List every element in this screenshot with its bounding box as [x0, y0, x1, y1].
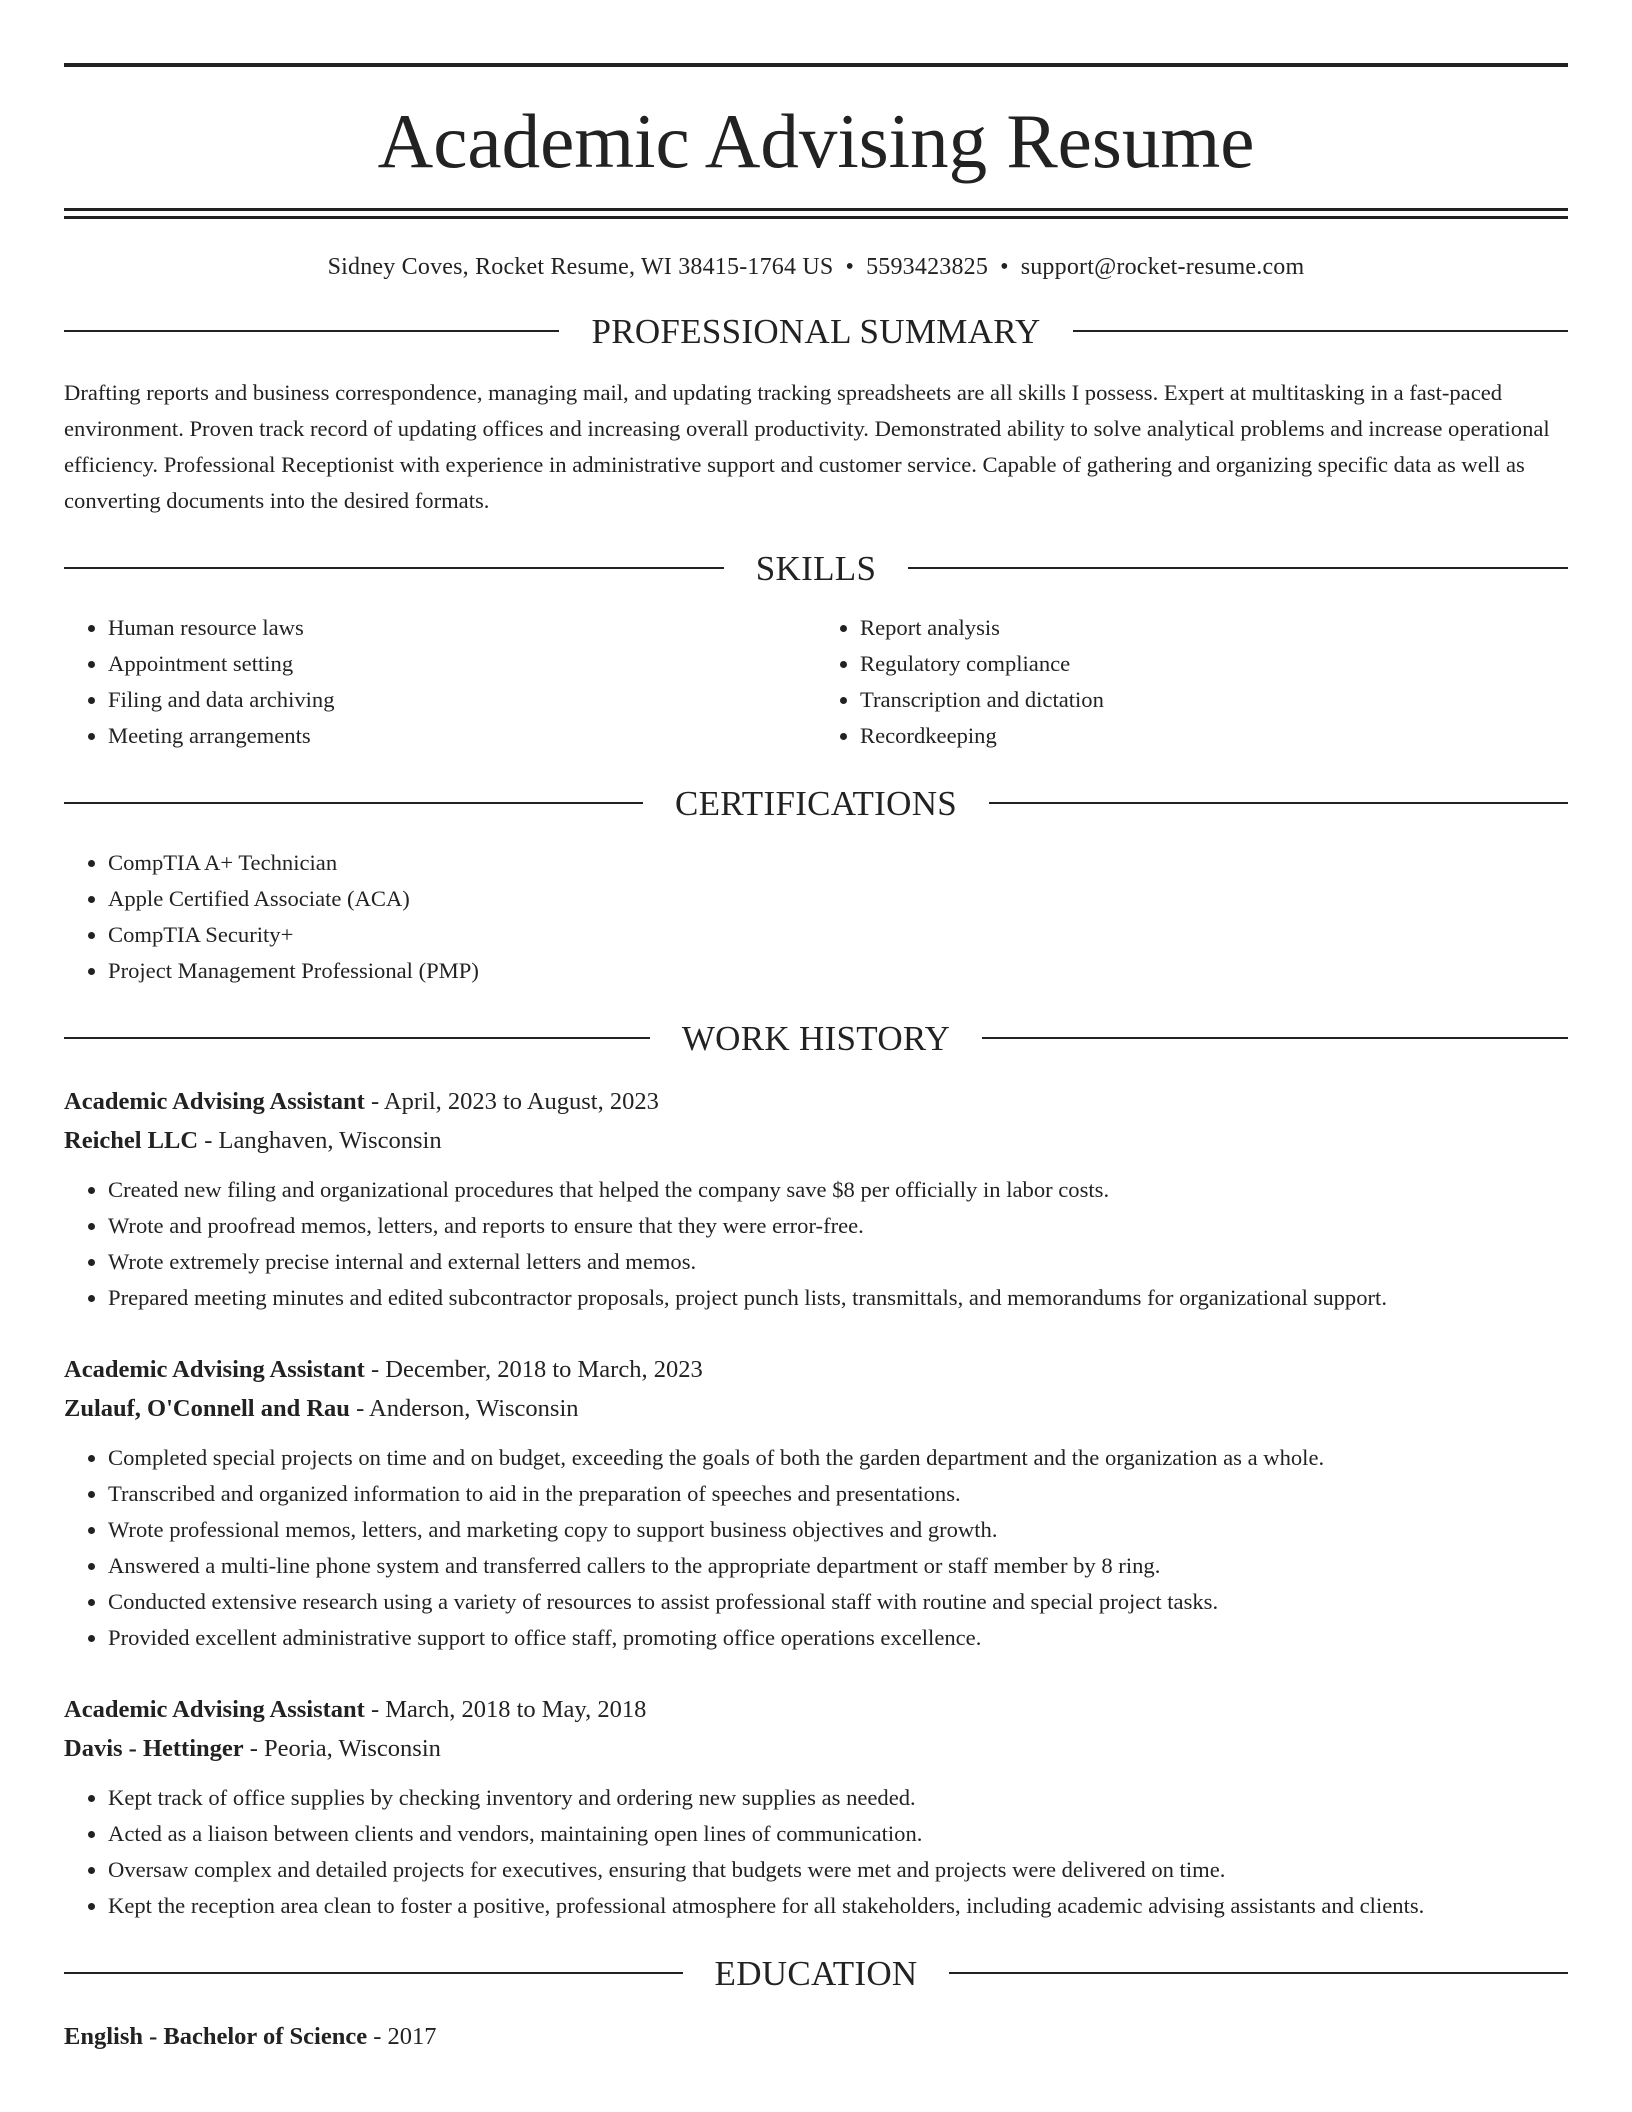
job-location: Peoria, Wisconsin — [264, 1734, 441, 1762]
job-company: Davis - Hettinger — [64, 1734, 244, 1762]
job-company-line: Reichel LLC - Langhaven, Wisconsin — [64, 1126, 442, 1154]
certification-item: • CompTIA A+ Technician — [108, 845, 1568, 881]
job-dates: March, 2018 to May, 2018 — [385, 1695, 647, 1723]
skill-item: • Transcription and dictation — [860, 682, 1568, 718]
contact-email: support@rocket-resume.com — [1020, 254, 1305, 280]
job-dates: December, 2018 to March, 2023 — [385, 1355, 703, 1383]
section-heading-skills — [64, 548, 1568, 588]
section-rule — [64, 567, 724, 569]
job-title: Academic Advising Assistant — [64, 1695, 365, 1723]
section-rule — [908, 567, 1568, 569]
skills-column-right — [816, 610, 1568, 754]
contact-separator: • — [1000, 254, 1009, 280]
job-company: Zulauf, O'Connell and Rau — [64, 1394, 350, 1422]
job-title: Academic Advising Assistant — [64, 1355, 365, 1383]
skill-item: • Meeting arrangements — [108, 718, 816, 754]
job-entry — [64, 1350, 1568, 1656]
section-title: WORK HISTORY — [681, 1018, 951, 1058]
section-title: PROFESSIONAL SUMMARY — [591, 311, 1041, 351]
summary-text: Drafting reports and business correspondence, managing mail, and updating tracking spreadsheets are all skills I possess. Expert at multitasking in a fast-paced environment. Proven track record of updating offices and increasing overall productivity. Demonstrated ability to solve analytical problems and increase operational efficiency. Professional Receptionist with experience in administrative support and customer service. Capable of gathering and organizing specific data as well as converting documents into the desired formats. — [64, 379, 1550, 513]
certification-item: • CompTIA Security+ — [108, 917, 1568, 953]
section-title: SKILLS — [755, 548, 877, 588]
job-company-line: Davis - Hettinger - Peoria, Wisconsin — [64, 1734, 441, 1762]
certification-item: • Project Management Professional (PMP) — [108, 953, 1568, 989]
job-bullet: • Acted as a liaison between clients and vendors, maintaining open lines of communication. — [108, 1816, 1568, 1852]
job-title-line: Academic Advising Assistant - December, 2018 to March, 2023 — [64, 1355, 703, 1383]
job-bullets — [64, 1440, 1568, 1656]
page-title: Academic Advising Resume — [377, 98, 1255, 184]
job-bullet: • Conducted extensive research using a variety of resources to assist professional staff with routine and special project tasks. — [108, 1584, 1568, 1620]
skill-item: • Appointment setting — [108, 646, 816, 682]
skill-item: • Regulatory compliance — [860, 646, 1568, 682]
skill-item: • Report analysis — [860, 610, 1568, 646]
job-entry — [64, 1690, 1568, 1924]
job-bullet: • Provided excellent administrative support to office staff, promoting office operations excellence. — [108, 1620, 1568, 1656]
certifications-list — [64, 845, 1568, 989]
title-double-rule — [64, 208, 1568, 219]
job-title-line: Academic Advising Assistant - April, 2023 to August, 2023 — [64, 1087, 659, 1115]
job-company-line: Zulauf, O'Connell and Rau - Anderson, Wisconsin — [64, 1394, 579, 1422]
section-heading-certifications — [64, 783, 1568, 823]
contact-phone: 5593423825 — [866, 254, 989, 280]
section-title: EDUCATION — [714, 1953, 918, 1993]
job-bullet: • Wrote and proofread memos, letters, and reports to ensure that they were error-free. — [108, 1208, 1568, 1244]
job-title: Academic Advising Assistant — [64, 1087, 365, 1115]
section-heading-summary — [64, 311, 1568, 351]
section-rule — [982, 1037, 1568, 1039]
job-bullets — [64, 1172, 1568, 1316]
section-rule — [64, 802, 643, 804]
education-entry: English - Bachelor of Science - 2017 — [64, 2022, 437, 2050]
top-rule — [64, 63, 1568, 67]
job-bullet: • Kept track of office supplies by checking inventory and ordering new supplies as needed. — [108, 1780, 1568, 1816]
skill-item: • Recordkeeping — [860, 718, 1568, 754]
education-degree: English - Bachelor of Science — [64, 2022, 368, 2050]
section-title: CERTIFICATIONS — [674, 783, 958, 823]
section-rule — [1073, 330, 1568, 332]
job-bullet: • Prepared meeting minutes and edited subcontractor proposals, project punch lists, transmittals, and memorandums for organizational support. — [108, 1280, 1568, 1316]
section-rule — [64, 1972, 683, 1974]
section-heading-work-history — [64, 1018, 1568, 1058]
job-bullets — [64, 1780, 1568, 1924]
job-entry — [64, 1082, 1568, 1316]
job-bullet: • Kept the reception area clean to foster a positive, professional atmosphere for all stakeholders, including academic advising assistants and clients. — [108, 1888, 1568, 1924]
section-rule — [64, 330, 559, 332]
job-bullet: • Wrote extremely precise internal and external letters and memos. — [108, 1244, 1568, 1280]
contact-separator: • — [845, 254, 855, 280]
contact-line — [64, 253, 1568, 282]
skill-item: • Filing and data archiving — [108, 682, 816, 718]
job-bullet: • Completed special projects on time and on budget, exceeding the goals of both the garden department and the organization as a whole. — [108, 1440, 1568, 1476]
job-bullet: • Transcribed and organized information to aid in the preparation of speeches and presentations. — [108, 1476, 1568, 1512]
section-heading-education — [64, 1953, 1568, 1993]
skills-list — [64, 610, 1568, 754]
section-rule — [949, 1972, 1568, 1974]
job-location: Anderson, Wisconsin — [369, 1394, 579, 1422]
job-bullet: • Answered a multi-line phone system and transferred callers to the appropriate department or staff member by 8 ring. — [108, 1548, 1568, 1584]
contact-address: Sidney Coves, Rocket Resume, WI 38415-1764 US — [327, 254, 834, 280]
job-title-line: Academic Advising Assistant - March, 2018 to May, 2018 — [64, 1695, 647, 1723]
job-bullet: • Wrote professional memos, letters, and marketing copy to support business objectives and growth. — [108, 1512, 1568, 1548]
skill-item: • Human resource laws — [108, 610, 816, 646]
job-dates: April, 2023 to August, 2023 — [383, 1087, 659, 1115]
job-bullet: • Oversaw complex and detailed projects for executives, ensuring that budgets were met and projects were delivered on time. — [108, 1852, 1568, 1888]
section-rule — [989, 802, 1568, 804]
job-company: Reichel LLC — [64, 1126, 199, 1154]
section-rule — [64, 1037, 650, 1039]
job-bullet: • Created new filing and organizational procedures that helped the company save $8 per officially in labor costs. — [108, 1172, 1568, 1208]
skills-column-left — [64, 610, 816, 754]
education-year: 2017 — [387, 2022, 437, 2050]
certification-item: • Apple Certified Associate (ACA) — [108, 881, 1568, 917]
job-location: Langhaven, Wisconsin — [218, 1126, 442, 1154]
